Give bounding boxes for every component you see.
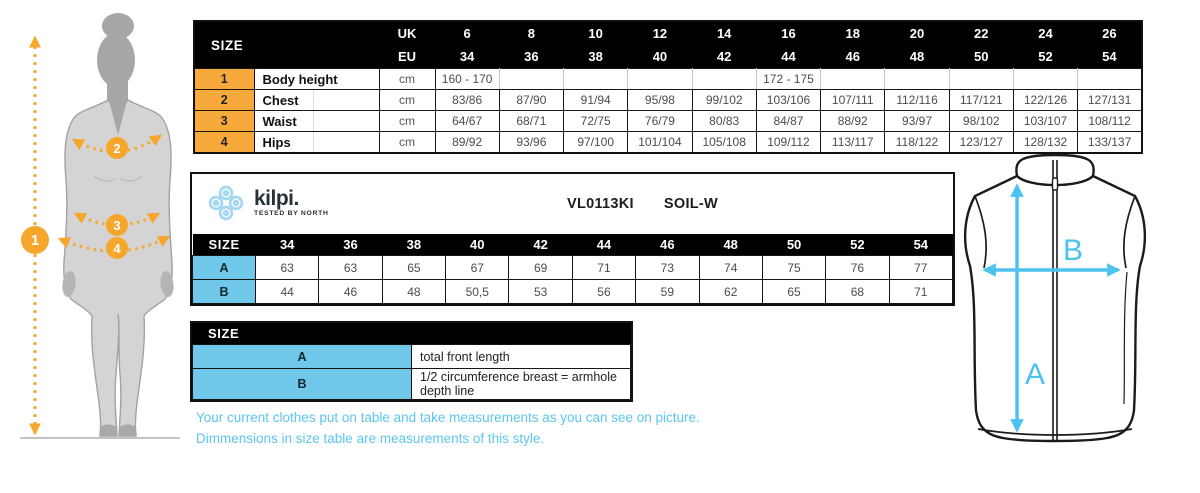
- unit-cell: cm: [379, 90, 435, 111]
- eu-row-label: EU: [379, 45, 435, 69]
- value-cell: 107/111: [821, 90, 885, 111]
- brand-name: kilpi.: [254, 187, 299, 210]
- table-row-waist: [194, 111, 1142, 132]
- product-name: SOIL-W: [663, 196, 719, 212]
- value-cell: 127/131: [1078, 90, 1142, 111]
- value-cell: 48: [382, 280, 445, 304]
- value-cell: 118/122: [885, 132, 949, 154]
- eu-size-cell: 48: [885, 45, 949, 69]
- measure-label-a: A: [1025, 358, 1046, 391]
- logo-text: [254, 189, 329, 217]
- row-number-badge: 3: [194, 111, 254, 132]
- value-cell: 97/100: [564, 132, 628, 154]
- row-number-badge: 4: [194, 132, 254, 154]
- row-number-badge: 2: [194, 90, 254, 111]
- eu-size-cell: 50: [949, 45, 1013, 69]
- size-cell: 46: [636, 234, 699, 256]
- row-label: Waist: [254, 111, 379, 132]
- value-cell: 103/106: [756, 90, 820, 111]
- value-cell: 73: [636, 256, 699, 280]
- value-cell: [949, 69, 1013, 90]
- badge-1-label: 1: [30, 232, 40, 249]
- uk-size-cell: 8: [499, 21, 563, 45]
- value-cell: 88/92: [821, 111, 885, 132]
- eu-size-cell: 36: [499, 45, 563, 69]
- product-measurement-table: [190, 172, 955, 306]
- table-row-a: [193, 256, 953, 280]
- value-cell: 64/67: [435, 111, 499, 132]
- measure-description: 1/2 circumference breast = armhole depth line: [412, 369, 631, 400]
- row-number-badge: 1: [194, 69, 254, 90]
- value-cell: 44: [256, 280, 319, 304]
- eu-size-cell: 42: [692, 45, 756, 69]
- legend-header: SIZE: [192, 323, 631, 344]
- size-cell: 50: [762, 234, 825, 256]
- kilpi-knot-icon: [206, 182, 246, 224]
- eu-size-cell: 44: [756, 45, 820, 69]
- eu-size-cell: 46: [821, 45, 885, 69]
- eu-size-cell: 54: [1078, 45, 1142, 69]
- value-cell: [499, 69, 563, 90]
- brand-tagline: TESTED BY NORTH: [254, 210, 329, 217]
- value-cell: 108/112: [1078, 111, 1142, 132]
- value-cell: [1013, 69, 1077, 90]
- value-cell: 50,5: [446, 280, 509, 304]
- table-row-b: [193, 280, 953, 304]
- value-cell: 77: [889, 256, 952, 280]
- value-cell: 63: [256, 256, 319, 280]
- size-row-label: SIZE: [193, 234, 256, 256]
- value-cell: 69: [509, 256, 572, 280]
- body-measurement-figure: [8, 8, 188, 470]
- value-cell: 112/116: [885, 90, 949, 111]
- value-cell: 160 - 170: [435, 69, 499, 90]
- size-table-title: SIZE: [194, 21, 379, 69]
- value-cell: 101/104: [628, 132, 692, 154]
- table-row-hips: [194, 132, 1142, 154]
- value-cell: 109/112: [756, 132, 820, 154]
- measurement-legend-table: [190, 321, 633, 402]
- value-cell: 68: [826, 280, 889, 304]
- table-row-body-height: [194, 69, 1142, 90]
- value-cell: [821, 69, 885, 90]
- size-cell: 54: [889, 234, 952, 256]
- uk-size-cell: 26: [1078, 21, 1142, 45]
- value-cell: 123/127: [949, 132, 1013, 154]
- measure-label-b: B: [1063, 234, 1084, 267]
- value-cell: 83/86: [435, 90, 499, 111]
- value-cell: 98/102: [949, 111, 1013, 132]
- value-cell: 68/71: [499, 111, 563, 132]
- uk-size-cell: 14: [692, 21, 756, 45]
- note-line: Your current clothes put on table and take measurements as you can see on picture.: [196, 410, 700, 425]
- product-codes: [567, 196, 718, 212]
- value-cell: 89/92: [435, 132, 499, 154]
- value-cell: 67: [446, 256, 509, 280]
- unit-cell: cm: [379, 132, 435, 154]
- value-cell: 105/108: [692, 132, 756, 154]
- uk-size-cell: 20: [885, 21, 949, 45]
- value-cell: 80/83: [692, 111, 756, 132]
- value-cell: 63: [319, 256, 382, 280]
- size-cell: 38: [382, 234, 445, 256]
- measure-description: total front length: [412, 345, 631, 369]
- value-cell: [885, 69, 949, 90]
- value-cell: 128/132: [1013, 132, 1077, 154]
- table-row-chest: [194, 90, 1142, 111]
- value-cell: 103/107: [1013, 111, 1077, 132]
- zipper-pull-icon: [1053, 178, 1058, 190]
- value-cell: 91/94: [564, 90, 628, 111]
- measure-key: A: [193, 256, 256, 280]
- value-cell: [1078, 69, 1142, 90]
- uk-size-cell: 24: [1013, 21, 1077, 45]
- size-cell: 44: [572, 234, 635, 256]
- vest-measurement-diagram: [953, 152, 1157, 452]
- measure-key: B: [193, 369, 412, 400]
- size-cell: 34: [256, 234, 319, 256]
- value-cell: 84/87: [756, 111, 820, 132]
- eu-size-cell: 40: [628, 45, 692, 69]
- value-cell: 76/79: [628, 111, 692, 132]
- value-cell: [692, 69, 756, 90]
- value-cell: 122/126: [1013, 90, 1077, 111]
- uk-row-label: UK: [379, 21, 435, 45]
- legend-row-b: [193, 369, 631, 400]
- badge-3-label: 3: [113, 218, 121, 233]
- value-cell: [564, 69, 628, 90]
- badge-2-label: 2: [113, 141, 121, 156]
- value-cell: 87/90: [499, 90, 563, 111]
- row-label: Body height: [254, 69, 379, 90]
- value-cell: 93/97: [885, 111, 949, 132]
- value-cell: 62: [699, 280, 762, 304]
- value-cell: 71: [572, 256, 635, 280]
- uk-size-cell: 18: [821, 21, 885, 45]
- size-cell: 52: [826, 234, 889, 256]
- unit-cell: cm: [379, 111, 435, 132]
- uk-size-cell: 16: [756, 21, 820, 45]
- uk-size-cell: 12: [628, 21, 692, 45]
- product-table-header: [192, 174, 953, 234]
- measure-key: A: [193, 345, 412, 369]
- size-cell: 40: [446, 234, 509, 256]
- eu-size-cell: 52: [1013, 45, 1077, 69]
- value-cell: 59: [636, 280, 699, 304]
- value-cell: 117/121: [949, 90, 1013, 111]
- value-cell: 46: [319, 280, 382, 304]
- eu-size-cell: 38: [564, 45, 628, 69]
- value-cell: 95/98: [628, 90, 692, 111]
- value-cell: 56: [572, 280, 635, 304]
- uk-size-cell: 10: [564, 21, 628, 45]
- body-size-table: [193, 20, 1143, 154]
- value-cell: 99/102: [692, 90, 756, 111]
- eu-size-cell: 34: [435, 45, 499, 69]
- badge-4-label: 4: [113, 241, 121, 256]
- vest-outline-icon: [965, 155, 1145, 441]
- size-cell: 48: [699, 234, 762, 256]
- note-line: Dimmensions in size table are measurements of this style.: [196, 431, 545, 446]
- product-code: VL0113KI: [567, 196, 634, 212]
- legend-row-a: [193, 345, 631, 369]
- value-cell: 172 - 175: [756, 69, 820, 90]
- row-label: Chest: [254, 90, 379, 111]
- value-cell: 113/117: [821, 132, 885, 154]
- value-cell: 93/96: [499, 132, 563, 154]
- kilpi-logo: [206, 182, 329, 224]
- size-cell: 42: [509, 234, 572, 256]
- value-cell: 53: [509, 280, 572, 304]
- measurement-notes: [196, 407, 700, 449]
- value-cell: 75: [762, 256, 825, 280]
- product-size-grid: [192, 234, 953, 304]
- value-cell: 74: [699, 256, 762, 280]
- value-cell: 72/75: [564, 111, 628, 132]
- unit-cell: cm: [379, 69, 435, 90]
- row-label: Hips: [254, 132, 379, 154]
- uk-size-cell: 22: [949, 21, 1013, 45]
- value-cell: 65: [762, 280, 825, 304]
- uk-size-cell: 6: [435, 21, 499, 45]
- value-cell: 65: [382, 256, 445, 280]
- value-cell: 76: [826, 256, 889, 280]
- value-cell: 133/137: [1078, 132, 1142, 154]
- measure-key: B: [193, 280, 256, 304]
- size-cell: 36: [319, 234, 382, 256]
- value-cell: 71: [889, 280, 952, 304]
- value-cell: [628, 69, 692, 90]
